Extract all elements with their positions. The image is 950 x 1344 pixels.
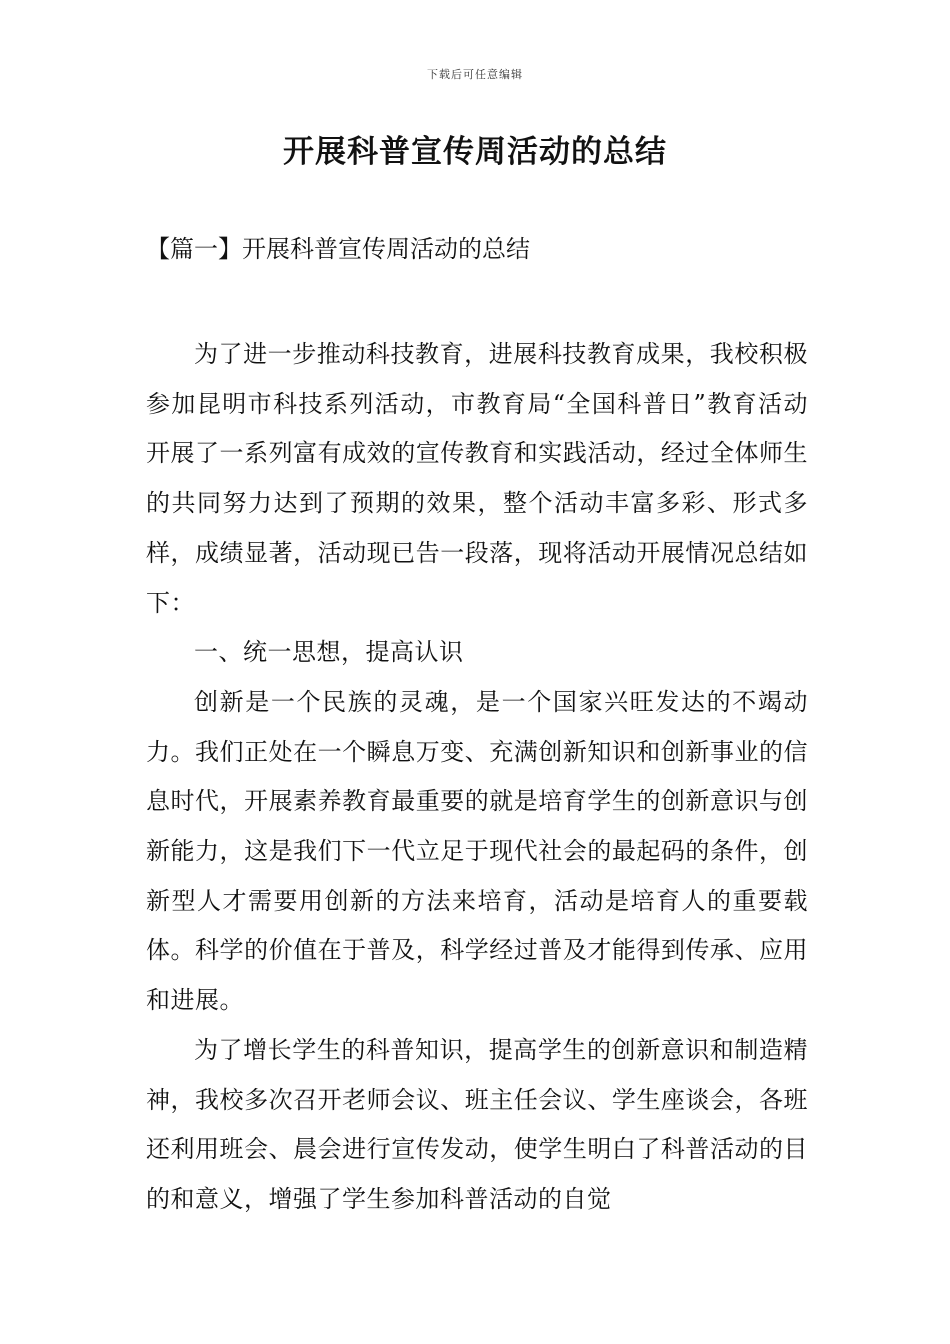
paragraph-innovation: 创新是一个民族的灵魂，是一个国家兴旺发达的不竭动力。我们正处在一个瞬息万变、充满创新知识和创新事业的信息时代，开展素养教育最重要的就是培育学生的创新意识与创新能力，这是我们下一代立足于现代社会的最起码的条件，创新型人才需要用创新的方法来培育，活动是培育人的重要载体。科学的价值在于普及，科学经过普及才能得到传承、应用和进展。 [146,687,808,1015]
document-body [146,330,808,1225]
paragraph-science-knowledge: 为了增长学生的科普知识，提高学生的创新意识和制造精神，我校多次召开老师会议、班主任会议、学生座谈会，各班还利用班会、晨会进行宣传发动，使学生明白了科普活动的目的和意义，增强了学生参加科普活动的自觉 [146,1035,808,1213]
subheading-unify-thinking: 一、统一思想，提高认识 [194,638,464,667]
document-title: 开展科普宣传周活动的总结 [283,134,667,170]
paragraph-intro: 为了进一步推动科技教育，进展科技教育成果，我校积极参加昆明市科技系列活动，市教育局“全国科普日”教育活动开展了一系列富有成效的宣传教育和实践活动，经过全体师生的共同努力达到了预期的效果，整个活动丰富多彩、形式多样，成绩显著，活动现已告一段落，现将活动开展情况总结如下： [146,340,808,617]
header-note: 下载后可任意编辑 [427,68,523,81]
section-heading: 【篇一】开展科普宣传周活动的总结 [146,235,530,263]
